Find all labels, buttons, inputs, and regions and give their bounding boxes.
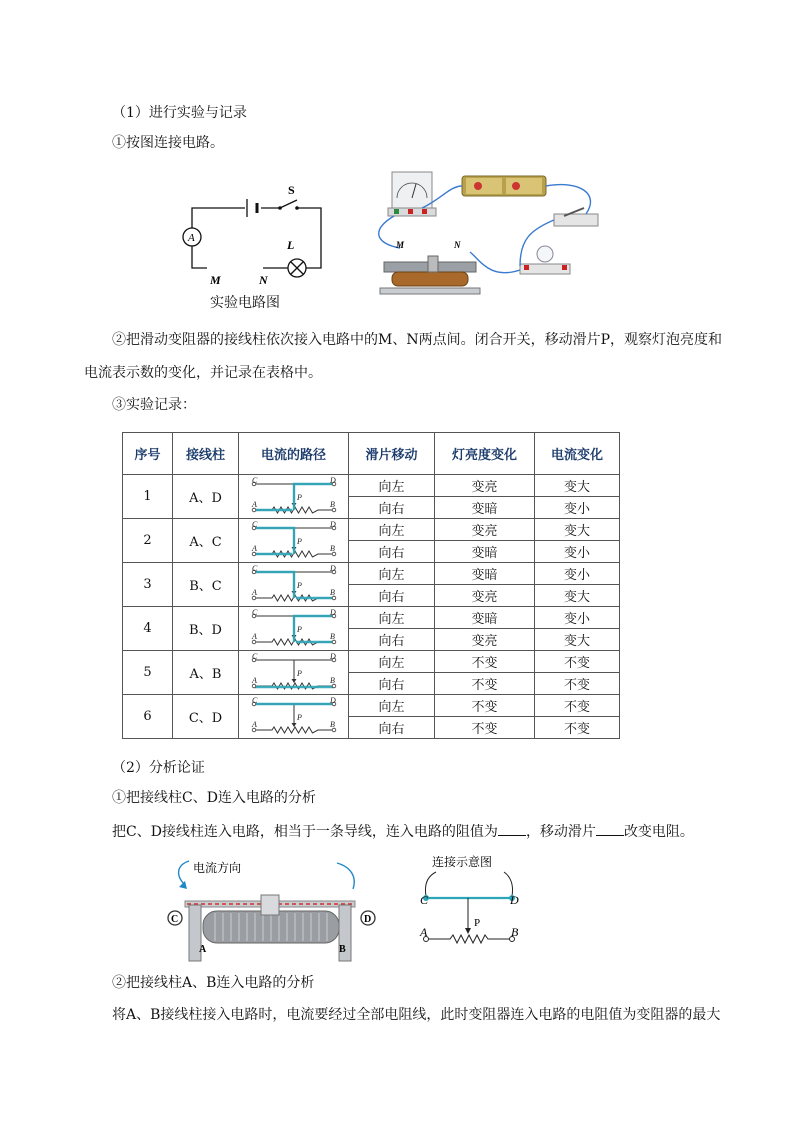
brightness-cell: 变亮 — [435, 585, 535, 607]
mini-label-a: A — [251, 631, 257, 641]
ab-analysis-line: 将A、B接线柱接入电路时，电流要经过全部电阻线，此时变阻器连入电路的电阻值为变阻器的最大 — [112, 1007, 721, 1023]
mini-label-d: D — [329, 564, 336, 573]
photo-terminal-c: C — [171, 914, 179, 925]
ammeter-device — [388, 172, 436, 216]
current-change-cell: 变大 — [535, 475, 620, 497]
mini-label-c: C — [251, 520, 257, 529]
mini-label-p: P — [296, 668, 302, 678]
table-row — [123, 607, 620, 629]
path-diagram-cd — [248, 697, 340, 737]
brightness-cell: 变暗 — [435, 497, 535, 519]
current-change-cell: 变小 — [535, 563, 620, 585]
blank-change[interactable] — [596, 821, 624, 836]
brightness-cell: 变亮 — [435, 519, 535, 541]
schematic-b: B — [511, 925, 519, 939]
slider-move-cell: 向左 — [349, 519, 435, 541]
row-number: 6 — [123, 695, 173, 739]
step2-line1: ②把滑动变阻器的接线柱依次接入电路中的M、N两点间。闭合开关，移动滑片P，观察灯泡亮度和 — [112, 332, 723, 348]
table-header-row — [123, 433, 620, 475]
mini-label-a: A — [251, 543, 257, 553]
mini-label-p: P — [296, 624, 302, 634]
header-slider-move: 滑片移动 — [349, 433, 435, 475]
slider-move-cell: 向左 — [349, 651, 435, 673]
photo-terminal-d: D — [364, 914, 372, 925]
ammeter-label: A — [188, 232, 195, 244]
rheostat-device — [380, 256, 480, 294]
switch-label: S — [288, 183, 295, 197]
schematic-title: 连接示意图 — [432, 855, 493, 869]
row-path-cell — [239, 563, 349, 607]
mini-label-c: C — [251, 564, 257, 573]
slider-move-cell: 向右 — [349, 717, 435, 739]
row-terminals: A、C — [173, 519, 239, 563]
slider-p — [261, 895, 279, 915]
photo-m-label: M — [396, 240, 405, 250]
slider-move-cell: 向左 — [349, 563, 435, 585]
schematic-d: D — [510, 893, 519, 907]
row-path-cell — [239, 475, 349, 519]
current-change-cell: 变小 — [535, 607, 620, 629]
mini-label-a: A — [251, 499, 257, 509]
sub1-text: ①把接线柱C、D连入电路的分析 — [112, 790, 316, 806]
mini-label-b: B — [329, 719, 335, 729]
path-diagram-ac — [248, 521, 340, 561]
resistance-wire-zigzag — [426, 935, 512, 943]
mini-label-p: P — [296, 580, 302, 590]
path-diagram-bc — [248, 565, 340, 605]
blank-resistance[interactable] — [498, 821, 526, 836]
row-number: 4 — [123, 607, 173, 651]
brightness-cell: 变亮 — [435, 629, 535, 651]
rheostat-photo — [165, 855, 385, 970]
row-number: 5 — [123, 651, 173, 695]
header-brightness: 灯亮度变化 — [435, 433, 535, 475]
row-terminals: B、D — [173, 607, 239, 651]
step1-text: ①按图连接电路。 — [112, 135, 224, 151]
table-row — [123, 651, 620, 673]
battery-pack — [462, 176, 546, 196]
row-path-cell — [239, 519, 349, 563]
photo-terminal-b: B — [339, 944, 346, 955]
current-change-cell: 不变 — [535, 651, 620, 673]
point-n-label: N — [259, 273, 268, 287]
path-diagram-ad — [248, 477, 340, 517]
header-terminals: 接线柱 — [173, 433, 239, 475]
current-change-cell: 不变 — [535, 717, 620, 739]
table-row — [123, 695, 620, 717]
slider-move-cell: 向左 — [349, 607, 435, 629]
sentence-part-b: ，移动滑片 — [525, 824, 596, 840]
brightness-cell: 变暗 — [435, 607, 535, 629]
mini-label-d: D — [329, 652, 336, 661]
current-change-cell: 变大 — [535, 585, 620, 607]
sentence-part-a: 把C、D接线柱连入电路，相当于一条导线，连入电路的阻值为 — [112, 824, 498, 840]
brightness-cell: 不变 — [435, 651, 535, 673]
current-change-cell: 不变 — [535, 673, 620, 695]
mini-label-p: P — [296, 536, 302, 546]
photo-terminal-a: A — [199, 944, 207, 955]
mini-label-d: D — [329, 696, 336, 705]
mini-label-b: B — [329, 675, 335, 685]
mini-label-a: A — [251, 675, 257, 685]
brightness-cell: 不变 — [435, 717, 535, 739]
lamp-device — [520, 246, 570, 274]
circuit-diagram — [175, 180, 335, 290]
slider-move-cell: 向右 — [349, 497, 435, 519]
current-change-cell: 变小 — [535, 541, 620, 563]
row-path-cell — [239, 607, 349, 651]
table-row — [123, 475, 620, 497]
slider-move-cell: 向右 — [349, 673, 435, 695]
row-terminals: C、D — [173, 695, 239, 739]
mini-label-a: A — [251, 587, 257, 597]
brightness-cell: 变暗 — [435, 541, 535, 563]
row-path-cell — [239, 651, 349, 695]
current-direction-label: 电流方向 — [193, 861, 242, 875]
path-diagram-ab — [248, 653, 340, 693]
mini-label-b: B — [329, 499, 335, 509]
mini-label-p: P — [296, 492, 302, 502]
cd-analysis-sentence — [112, 821, 694, 841]
point-m-label: M — [210, 273, 221, 287]
switch-device — [554, 208, 598, 226]
brightness-cell: 不变 — [435, 695, 535, 717]
slider-move-cell: 向左 — [349, 695, 435, 717]
mini-label-d: D — [329, 476, 336, 485]
header-current: 电流变化 — [535, 433, 620, 475]
row-terminals: A、D — [173, 475, 239, 519]
current-change-cell: 不变 — [535, 695, 620, 717]
step2-line2: 电流表示数的变化，并记录在表格中。 — [84, 365, 322, 381]
current-change-cell: 变小 — [535, 497, 620, 519]
photo-n-label: N — [454, 240, 461, 250]
mini-label-b: B — [329, 543, 335, 553]
header-no: 序号 — [123, 433, 173, 475]
mini-label-a: A — [251, 719, 257, 729]
brightness-cell: 变亮 — [435, 475, 535, 497]
row-number: 3 — [123, 563, 173, 607]
schematic-c: C — [420, 893, 429, 907]
mini-label-d: D — [329, 608, 336, 617]
slider-move-cell: 向左 — [349, 475, 435, 497]
section2-heading: （2）分析论证 — [112, 760, 205, 776]
connection-schematic — [410, 852, 535, 952]
brightness-cell: 变暗 — [435, 563, 535, 585]
row-path-cell — [239, 695, 349, 739]
current-change-cell: 变大 — [535, 629, 620, 651]
schematic-a: A — [420, 925, 428, 939]
path-diagram-bd — [248, 609, 340, 649]
lamp-label: L — [287, 238, 295, 252]
mini-label-d: D — [329, 520, 336, 529]
mini-label-c: C — [251, 608, 257, 617]
section1-heading: （1）进行实验与记录 — [112, 105, 247, 121]
diagram-caption: 实验电路图 — [210, 295, 280, 311]
row-number: 2 — [123, 519, 173, 563]
mini-label-p: P — [296, 712, 302, 722]
mini-label-b: B — [329, 587, 335, 597]
sub2-text: ②把接线柱A、B连入电路的分析 — [112, 975, 315, 991]
table-row — [123, 519, 620, 541]
row-number: 1 — [123, 475, 173, 519]
brightness-cell: 不变 — [435, 673, 535, 695]
row-terminals: A、B — [173, 651, 239, 695]
header-path: 电流的路径 — [239, 433, 349, 475]
record-table — [122, 432, 620, 739]
current-change-cell: 变大 — [535, 519, 620, 541]
mini-label-c: C — [251, 696, 257, 705]
row-terminals: B、C — [173, 563, 239, 607]
slider-move-cell: 向右 — [349, 629, 435, 651]
slider-move-cell: 向右 — [349, 541, 435, 563]
schematic-p: P — [474, 917, 481, 929]
current-direction-arrow — [179, 861, 189, 885]
mini-label-c: C — [251, 476, 257, 485]
slider-move-cell: 向右 — [349, 585, 435, 607]
experiment-photo — [370, 170, 610, 310]
mini-label-c: C — [251, 652, 257, 661]
sentence-part-c: 改变电阻。 — [623, 824, 694, 840]
table-row — [123, 563, 620, 585]
mini-label-b: B — [329, 631, 335, 641]
step3-text: ③实验记录： — [112, 397, 196, 413]
